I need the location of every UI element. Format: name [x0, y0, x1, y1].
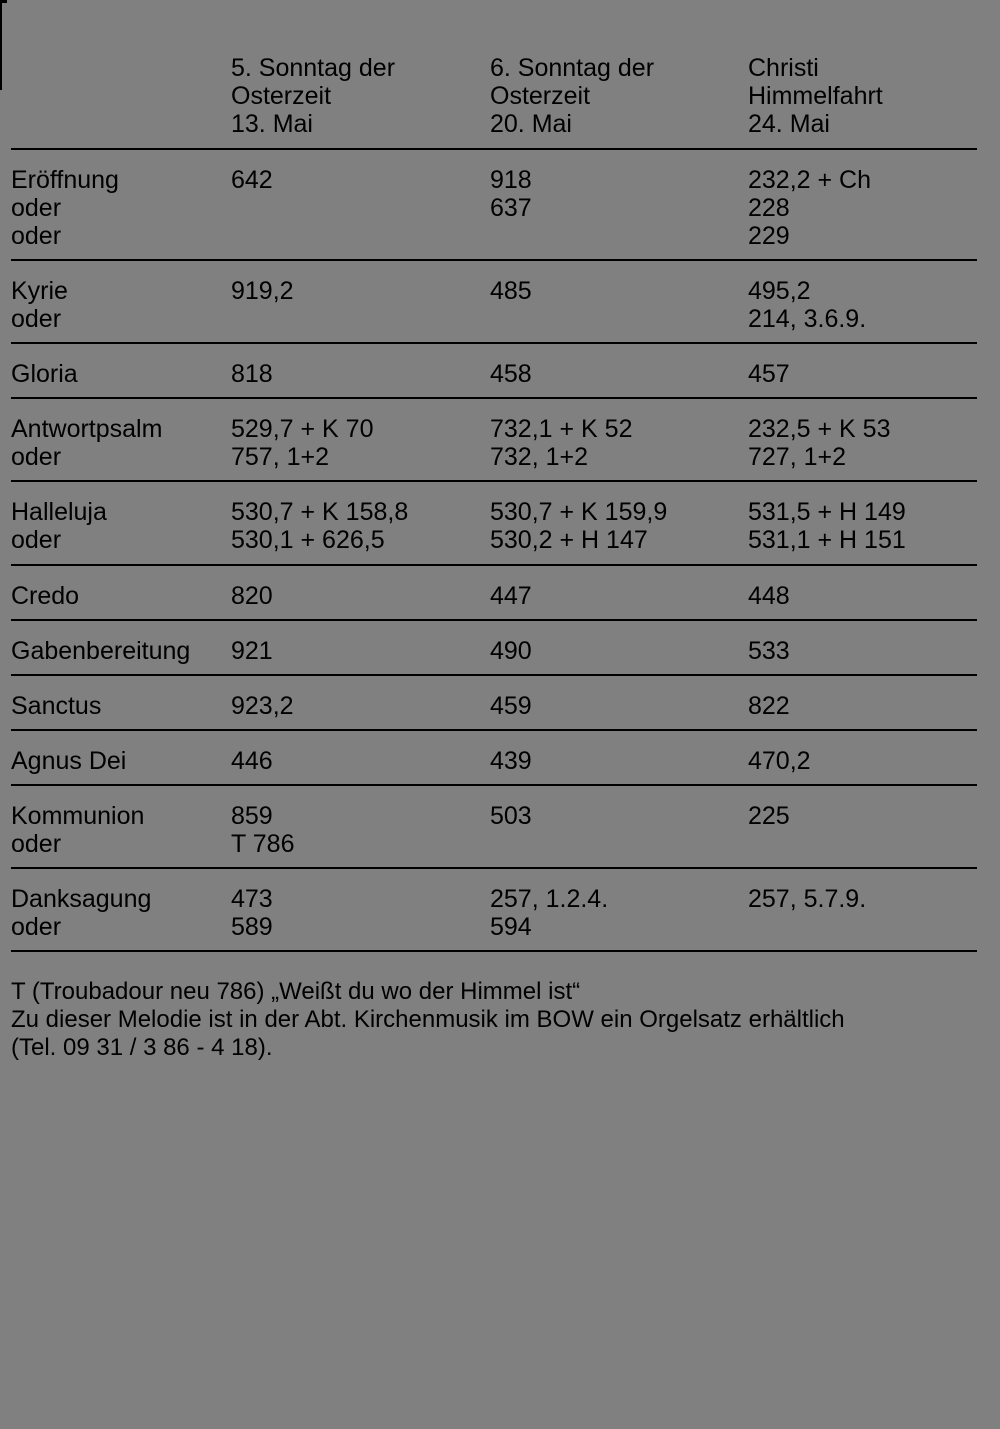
- cell-line: 531,5 + H 149: [748, 498, 906, 526]
- cell-line: Gabenbereitung: [11, 637, 191, 665]
- cell-6-sonntag: [490, 802, 532, 830]
- cell-line: 530,2 + H 147: [490, 526, 648, 554]
- row-separator: [11, 564, 977, 566]
- cell-line: 447: [490, 582, 532, 610]
- header-line: 24. Mai: [748, 110, 830, 138]
- header-col-5-sonntag: [231, 54, 395, 138]
- cell-christi-himmelfahrt: [748, 360, 790, 388]
- cell-line: oder: [11, 194, 62, 222]
- header-col-6-sonntag: [490, 54, 654, 138]
- cell-line: oder: [11, 222, 62, 250]
- cell-line: 225: [748, 802, 790, 830]
- cell-line: 732, 1+2: [490, 443, 589, 471]
- cell-christi-himmelfahrt: [748, 885, 866, 913]
- header-col-christi-himmelfahrt: [748, 54, 883, 138]
- footnote-line: (Tel. 09 31 / 3 86 - 4 18).: [11, 1034, 273, 1061]
- row-label: [11, 166, 119, 250]
- cell-line: 232,5 + K 53: [748, 415, 891, 443]
- row-label: [11, 415, 162, 471]
- cell-line: oder: [11, 305, 62, 333]
- cell-line: Eröffnung: [11, 166, 119, 194]
- header-line: Himmelfahrt: [748, 82, 883, 110]
- cell-line: 530,1 + 626,5: [231, 526, 385, 554]
- cell-line: Gloria: [11, 360, 78, 388]
- cell-line: 589: [231, 913, 273, 941]
- cell-5-sonntag: [231, 498, 408, 554]
- footnote-line: Zu dieser Melodie ist in der Abt. Kirchenmusik im BOW ein Orgelsatz erhältlich: [11, 1006, 845, 1033]
- cell-line: Halleluja: [11, 498, 107, 526]
- cell-line: 859: [231, 802, 273, 830]
- cell-christi-himmelfahrt: [748, 498, 906, 554]
- cell-6-sonntag: [490, 277, 532, 305]
- header-line: Christi: [748, 54, 819, 82]
- cell-line: 637: [490, 194, 532, 222]
- cell-line: T 786: [231, 830, 295, 858]
- cell-6-sonntag: [490, 415, 632, 471]
- cell-5-sonntag: [231, 692, 294, 720]
- cell-5-sonntag: [231, 277, 294, 305]
- cell-line: Kyrie: [11, 277, 68, 305]
- cell-line: 473: [231, 885, 273, 913]
- row-label: [11, 747, 126, 775]
- cell-5-sonntag: [231, 747, 273, 775]
- cell-line: Sanctus: [11, 692, 102, 720]
- header-line: 13. Mai: [231, 110, 313, 138]
- header-line: 6. Sonntag der: [490, 54, 655, 82]
- cell-line: oder: [11, 443, 62, 471]
- corner-crop-mark-vertical: [0, 0, 2, 90]
- row-separator: [11, 784, 977, 786]
- cell-6-sonntag: [490, 582, 532, 610]
- cell-line: 818: [231, 360, 273, 388]
- cell-line: oder: [11, 913, 62, 941]
- cell-line: 229: [748, 222, 790, 250]
- header-line: 5. Sonntag der: [231, 54, 396, 82]
- cell-line: 822: [748, 692, 790, 720]
- cell-5-sonntag: [231, 885, 273, 941]
- cell-line: 919,2: [231, 277, 294, 305]
- cell-christi-himmelfahrt: [748, 166, 871, 250]
- cell-line: 732,1 + K 52: [490, 415, 633, 443]
- cell-line: 531,1 + H 151: [748, 526, 906, 554]
- cell-christi-himmelfahrt: [748, 582, 790, 610]
- cell-line: 257, 5.7.9.: [748, 885, 867, 913]
- row-separator: [11, 480, 977, 482]
- row-separator: [11, 397, 977, 399]
- row-separator: [11, 867, 977, 869]
- header-line: Osterzeit: [490, 82, 591, 110]
- cell-line: 457: [748, 360, 790, 388]
- cell-line: 530,7 + K 158,8: [231, 498, 409, 526]
- cell-line: 490: [490, 637, 532, 665]
- cell-christi-himmelfahrt: [748, 802, 790, 830]
- row-label: [11, 582, 79, 610]
- row-separator: [11, 342, 977, 344]
- cell-6-sonntag: [490, 692, 532, 720]
- cell-line: 214, 3.6.9.: [748, 305, 867, 333]
- cell-line: 533: [748, 637, 790, 665]
- cell-line: Credo: [11, 582, 80, 610]
- cell-line: oder: [11, 526, 62, 554]
- cell-line: 923,2: [231, 692, 294, 720]
- cell-line: 757, 1+2: [231, 443, 330, 471]
- cell-line: 470,2: [748, 747, 811, 775]
- row-label: [11, 277, 68, 333]
- cell-line: 232,2 + Ch: [748, 166, 872, 194]
- cell-line: Antwortpsalm: [11, 415, 163, 443]
- footnote-line: T (Troubadour neu 786) „Weißt du wo der Himmel ist“: [11, 978, 581, 1005]
- cell-6-sonntag: [490, 498, 667, 554]
- row-label: [11, 360, 78, 388]
- cell-5-sonntag: [231, 802, 294, 858]
- cell-line: 458: [490, 360, 532, 388]
- cell-line: 503: [490, 802, 532, 830]
- row-label: [11, 692, 101, 720]
- row-label: [11, 498, 107, 554]
- cell-line: 530,7 + K 159,9: [490, 498, 668, 526]
- row-separator: [11, 950, 977, 952]
- row-label: [11, 637, 190, 665]
- cell-line: 257, 1.2.4.: [490, 885, 609, 913]
- cell-christi-himmelfahrt: [748, 747, 811, 775]
- cell-5-sonntag: [231, 360, 273, 388]
- cell-line: 228: [748, 194, 790, 222]
- header-line: 20. Mai: [490, 110, 572, 138]
- cell-line: Agnus Dei: [11, 747, 127, 775]
- cell-line: 448: [748, 582, 790, 610]
- cell-5-sonntag: [231, 415, 373, 471]
- row-separator: [11, 729, 977, 731]
- cell-5-sonntag: [231, 637, 273, 665]
- row-separator: [11, 619, 977, 621]
- cell-line: 495,2: [748, 277, 811, 305]
- footnote: [11, 978, 991, 1062]
- cell-line: 642: [231, 166, 273, 194]
- cell-6-sonntag: [490, 885, 608, 941]
- cell-line: oder: [11, 830, 62, 858]
- cell-line: 439: [490, 747, 532, 775]
- cell-line: 727, 1+2: [748, 443, 847, 471]
- cell-line: 446: [231, 747, 273, 775]
- cell-6-sonntag: [490, 360, 532, 388]
- cell-line: 485: [490, 277, 532, 305]
- cell-line: 820: [231, 582, 273, 610]
- cell-6-sonntag: [490, 166, 532, 222]
- cell-line: Kommunion: [11, 802, 145, 830]
- cell-christi-himmelfahrt: [748, 692, 790, 720]
- cell-line: 459: [490, 692, 532, 720]
- cell-line: 594: [490, 913, 532, 941]
- row-separator: [11, 259, 977, 261]
- cell-line: Danksagung: [11, 885, 152, 913]
- header-line: Osterzeit: [231, 82, 332, 110]
- cell-christi-himmelfahrt: [748, 415, 890, 471]
- row-separator: [11, 674, 977, 676]
- cell-line: 529,7 + K 70: [231, 415, 374, 443]
- cell-line: 918: [490, 166, 532, 194]
- cell-christi-himmelfahrt: [748, 277, 866, 333]
- cell-6-sonntag: [490, 637, 532, 665]
- cell-5-sonntag: [231, 582, 273, 610]
- row-separator: [11, 148, 977, 150]
- cell-6-sonntag: [490, 747, 532, 775]
- cell-5-sonntag: [231, 166, 273, 194]
- cell-line: 921: [231, 637, 273, 665]
- row-label: [11, 802, 144, 858]
- row-label: [11, 885, 151, 941]
- cell-christi-himmelfahrt: [748, 637, 790, 665]
